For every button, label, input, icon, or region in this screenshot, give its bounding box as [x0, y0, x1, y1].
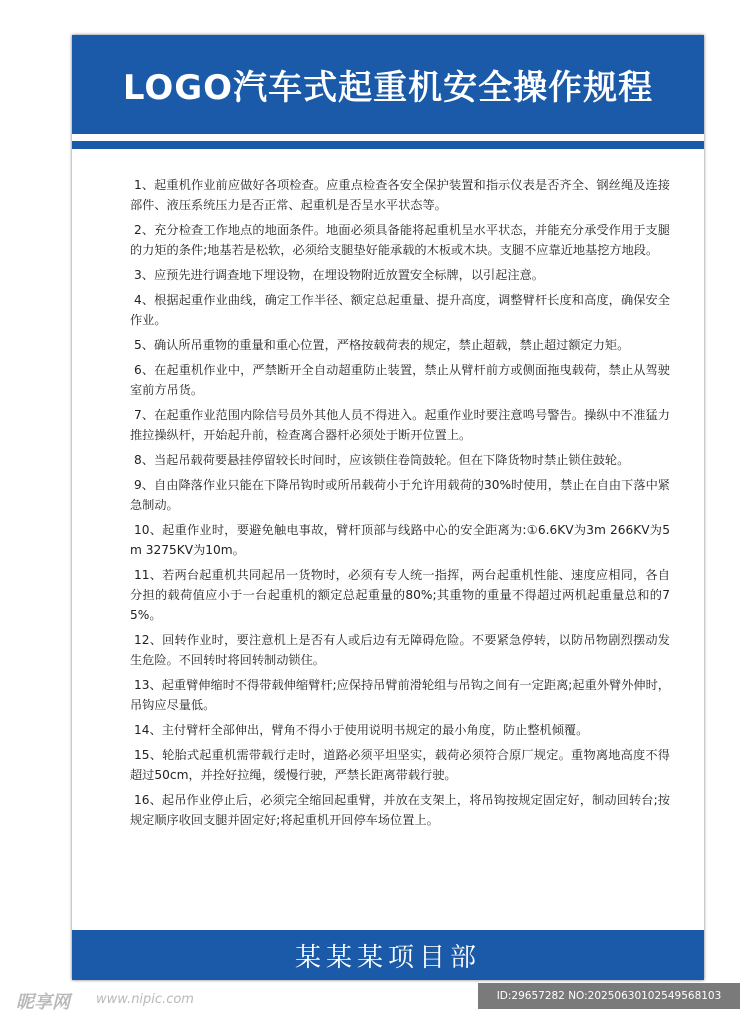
rule-item: 14、主付臂杆全部伸出，臂角不得小于使用说明书规定的最小角度，防止整机倾覆。 — [134, 723, 589, 737]
safety-poster — [72, 35, 704, 980]
rule-item: 1、起重机作业前应做好各项检查。应重点检查各安全保护装置和指示仪表是否齐全、钢丝绳及连接部件、液压系统压力是否正常、起重机是否呈水平状态等。 — [130, 178, 670, 212]
watermark-url: www.nipic.com — [96, 992, 194, 1007]
rule-item: 8、当起吊载荷要悬挂停留较长时间时，应该锁住卷筒鼓轮。但在下降货物时禁止锁住鼓轮。 — [134, 453, 630, 467]
title-banner — [72, 35, 704, 134]
footer-banner — [72, 930, 704, 980]
rule-item: 7、在起重作业范围内除信号员外其他人员不得进入。起重作业时要注意鸣号警告。操纵中不准猛力推拉操纵杆，开始起升前，检查离合器杆必须处于断开位置上。 — [130, 408, 670, 442]
rule-item: 4、根据起重作业曲线，确定工作半径、额定总起重量、提升高度，调整臂杆长度和高度，确保安全作业。 — [130, 293, 670, 327]
rule-item: 11、若两台起重机共同起吊一货物时，必须有专人统一指挥，两台起重机性能、速度应相同，各自分担的载荷值应小于一台起重机的额定总起重量的80%;其重物的重量不得超过两机起重量总和的75%。 — [130, 568, 670, 622]
rule-item: 3、应预先进行调查地下埋设物，在埋设物附近放置安全标牌，以引起注意。 — [134, 268, 544, 282]
project-department-label: 某某某项目部 — [294, 942, 481, 973]
poster-title: LOGO汽车式起重机安全操作规程 — [122, 68, 654, 108]
rule-item: 15、轮胎式起重机需带载行走时，道路必须平坦坚实，载荷必须符合原厂规定。重物离地高度不得超过50cm，并拴好拉绳，缓慢行驶，严禁长距离带载行驶。 — [130, 748, 670, 782]
rule-item: 5、确认所吊重物的重量和重心位置，严格按载荷表的规定，禁止超载，禁止超过额定力矩。 — [134, 338, 630, 352]
rules-list — [130, 175, 670, 835]
rule-item: 9、自由降落作业只能在下降吊钩时或所吊载荷小于允许用载荷的30%时使用，禁止在自由下落中紧急制动。 — [130, 478, 670, 512]
image-id-bar: ID:29657282 NO:20250630102549568103 — [478, 983, 740, 1009]
rule-item: 2、充分检查工作地点的地面条件。地面必须具备能将起重机呈水平状态，并能充分承受作用于支腿的力矩的条件;地基若是松软，必须给支腿垫好能承载的木板或木块。支腿不应靠近地基挖方地段。 — [130, 223, 670, 257]
rule-item: 6、在起重机作业中，严禁断开全自动超重防止装置，禁止从臂杆前方或侧面拖曳载荷，禁止从驾驶室前方吊货。 — [130, 363, 670, 397]
rule-item: 16、起吊作业停止后，必须完全缩回起重臂，并放在支架上，将吊钩按规定固定好，制动回转台;按规定顺序收回支腿并固定好;将起重机开回停车场位置上。 — [130, 793, 670, 827]
title-divider-stripe — [72, 141, 704, 149]
watermark-logo: 昵享网 — [16, 992, 70, 1013]
rule-item: 12、回转作业时，要注意机上是否有人或后边有无障碍危险。不要紧急停转，以防吊物剧烈摆动发生危险。不回转时将回转制动锁住。 — [130, 633, 670, 667]
rule-item: 10、起重作业时，要避免触电事故，臂杆顶部与线路中心的安全距离为:①6.6KV为3m 266KV为5m 3275KV为10m。 — [130, 523, 670, 557]
rule-item: 13、起重臂伸缩时不得带载伸缩臂杆;应保持吊臂前滑轮组与吊钩之间有一定距离;起重外臂外伸时，吊钩应尽量低。 — [130, 678, 670, 712]
